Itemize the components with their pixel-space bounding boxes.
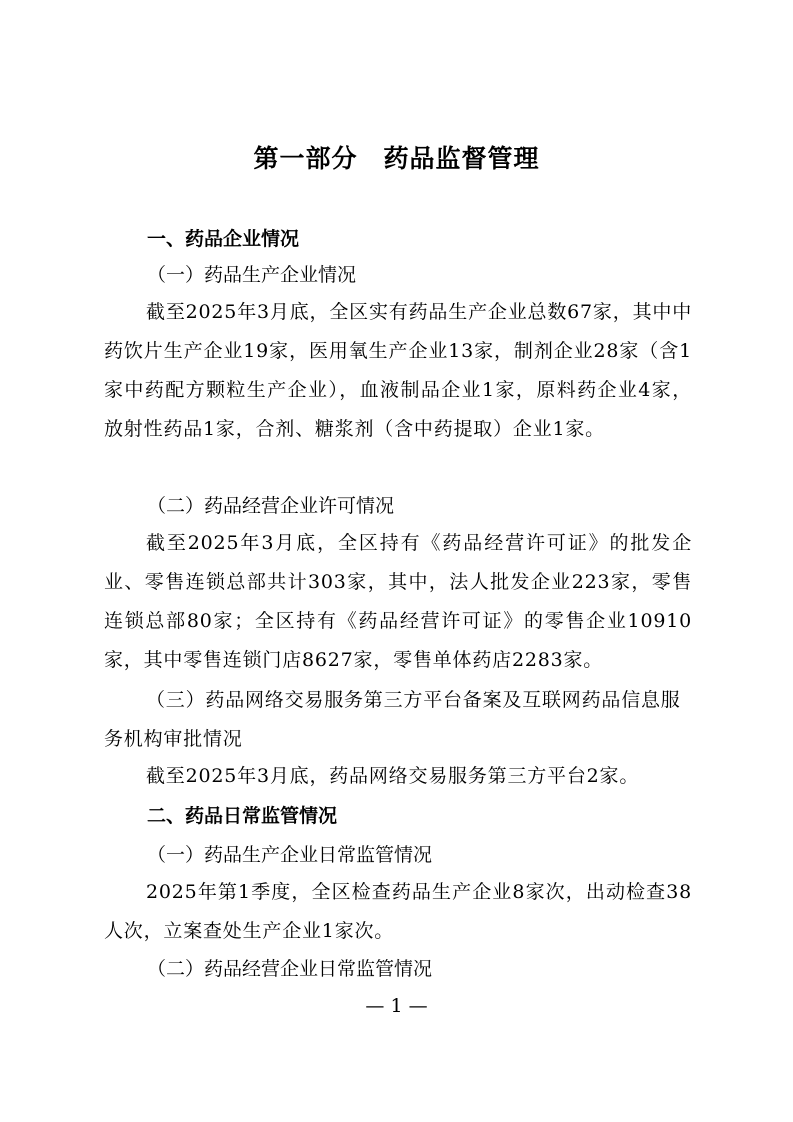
paragraph-1-3: 截至2025年3月底，药品网络交易服务第三方平台2家。 (146, 765, 640, 787)
page-title: 第一部分 药品监督管理 (253, 144, 540, 173)
paragraph-2-1: 2025年第1季度，全区检查药品生产企业8家次，出动检查38人次，立案查处生产企业1家次。 (104, 881, 692, 942)
paragraph-1-2: 截至2025年3月底，全区持有《药品经营许可证》的批发企业、零售连锁总部共计303家，其中，法人批发企业223家，零售连锁总部80家；全区持有《药品经营许可证》的零售企业10910家，其中零售连锁门店8627家，零售单体药店2283家。 (104, 532, 692, 671)
subsection-heading-2-1: （一）药品生产企业日常监管情况 (147, 844, 433, 866)
subsection-heading-1-3: （三）药品网络交易服务第三方平台备案及互联网药品信息服务机构审批情况 (104, 689, 681, 750)
paragraph-1-1: 截至2025年3月底，全区实有药品生产企业总数67家，其中中药饮片生产企业19家，医用氧生产企业13家，制剂企业28家（含1家中药配方颗粒生产企业），血液制品企业1家，原料药企业4家，放射性药品1家，合剂、糖浆剂（含中药提取）企业1家。 (104, 301, 692, 440)
subsection-heading-1-1: （一）药品生产企业情况 (147, 264, 357, 286)
subsection-heading-1-2: （二）药品经营企业许可情况 (147, 495, 395, 517)
section-heading-1: 一、药品企业情况 (147, 228, 300, 250)
subsection-heading-2-2: （二）药品经营企业日常监管情况 (147, 958, 433, 980)
section-heading-2: 二、药品日常监管情况 (147, 805, 338, 827)
page-number: — 1 — (365, 995, 428, 1017)
